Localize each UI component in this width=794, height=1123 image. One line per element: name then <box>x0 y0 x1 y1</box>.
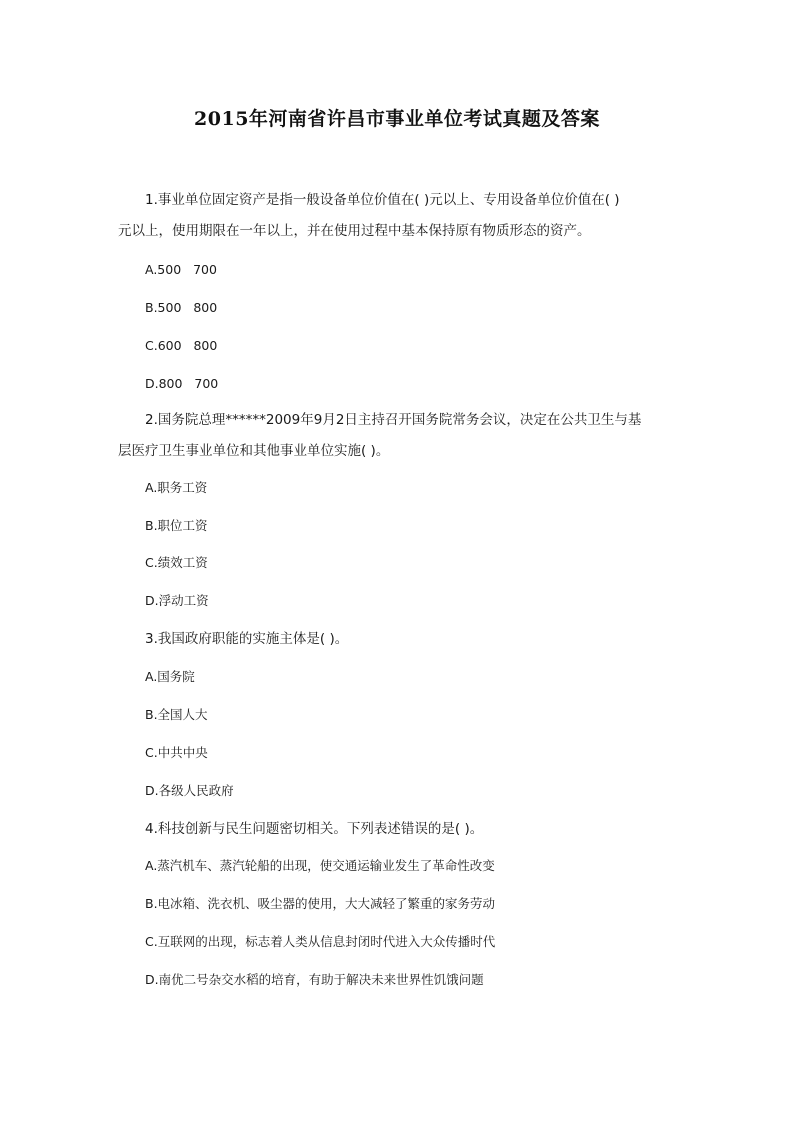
question-1-option-b: B.500 800 <box>145 300 218 315</box>
question-3-option-c: C.中共中央 <box>145 745 208 760</box>
question-4-option-d: D.南优二号杂交水稻的培育，有助于解决未来世界性饥饿问题 <box>145 972 484 987</box>
question-2-option-a: A.职务工资 <box>145 480 208 495</box>
question-1-option-a: A.500 700 <box>145 262 217 277</box>
question-4-stem: 4.科技创新与民生问题密切相关。下列表述错误的是( )。 <box>145 821 484 837</box>
page-title: 2015年河南省许昌市事业单位考试真题及答案 <box>194 108 600 130</box>
question-4-option-b: B.电冰箱、洗衣机、吸尘器的使用，大大减轻了繁重的家务劳动 <box>145 896 496 911</box>
question-3-option-a: A.国务院 <box>145 669 195 684</box>
question-3-option-d: D.各级人民政府 <box>145 783 234 798</box>
question-2-option-c: C.绩效工资 <box>145 555 208 570</box>
question-2-stem-line-2: 层医疗卫生事业单位和其他事业单位实施( )。 <box>118 443 390 459</box>
question-1-stem-line-1: 1.事业单位固定资产是指一般设备单位价值在( )元以上、专用设备单位价值在( ) <box>145 192 620 208</box>
question-4-option-c: C.互联网的出现，标志着人类从信息封闭时代进入大众传播时代 <box>145 934 496 949</box>
question-4-option-a: A.蒸汽机车、蒸汽轮船的出现，使交通运输业发生了革命性改变 <box>145 858 495 873</box>
question-1-stem-line-2: 元以上，使用期限在一年以上，并在使用过程中基本保持原有物质形态的资产。 <box>118 223 591 239</box>
question-3-option-b: B.全国人大 <box>145 707 208 722</box>
question-2-option-b: B.职位工资 <box>145 518 208 533</box>
question-1-option-c: C.600 800 <box>145 338 218 353</box>
question-2-option-d: D.浮动工资 <box>145 593 209 608</box>
question-1-option-d: D.800 700 <box>145 376 219 391</box>
question-2-stem-line-1: 2.国务院总理******2009年9月2日主持召开国务院常务会议，决定在公共卫生与基 <box>145 412 642 428</box>
question-3-stem: 3.我国政府职能的实施主体是( )。 <box>145 631 349 647</box>
